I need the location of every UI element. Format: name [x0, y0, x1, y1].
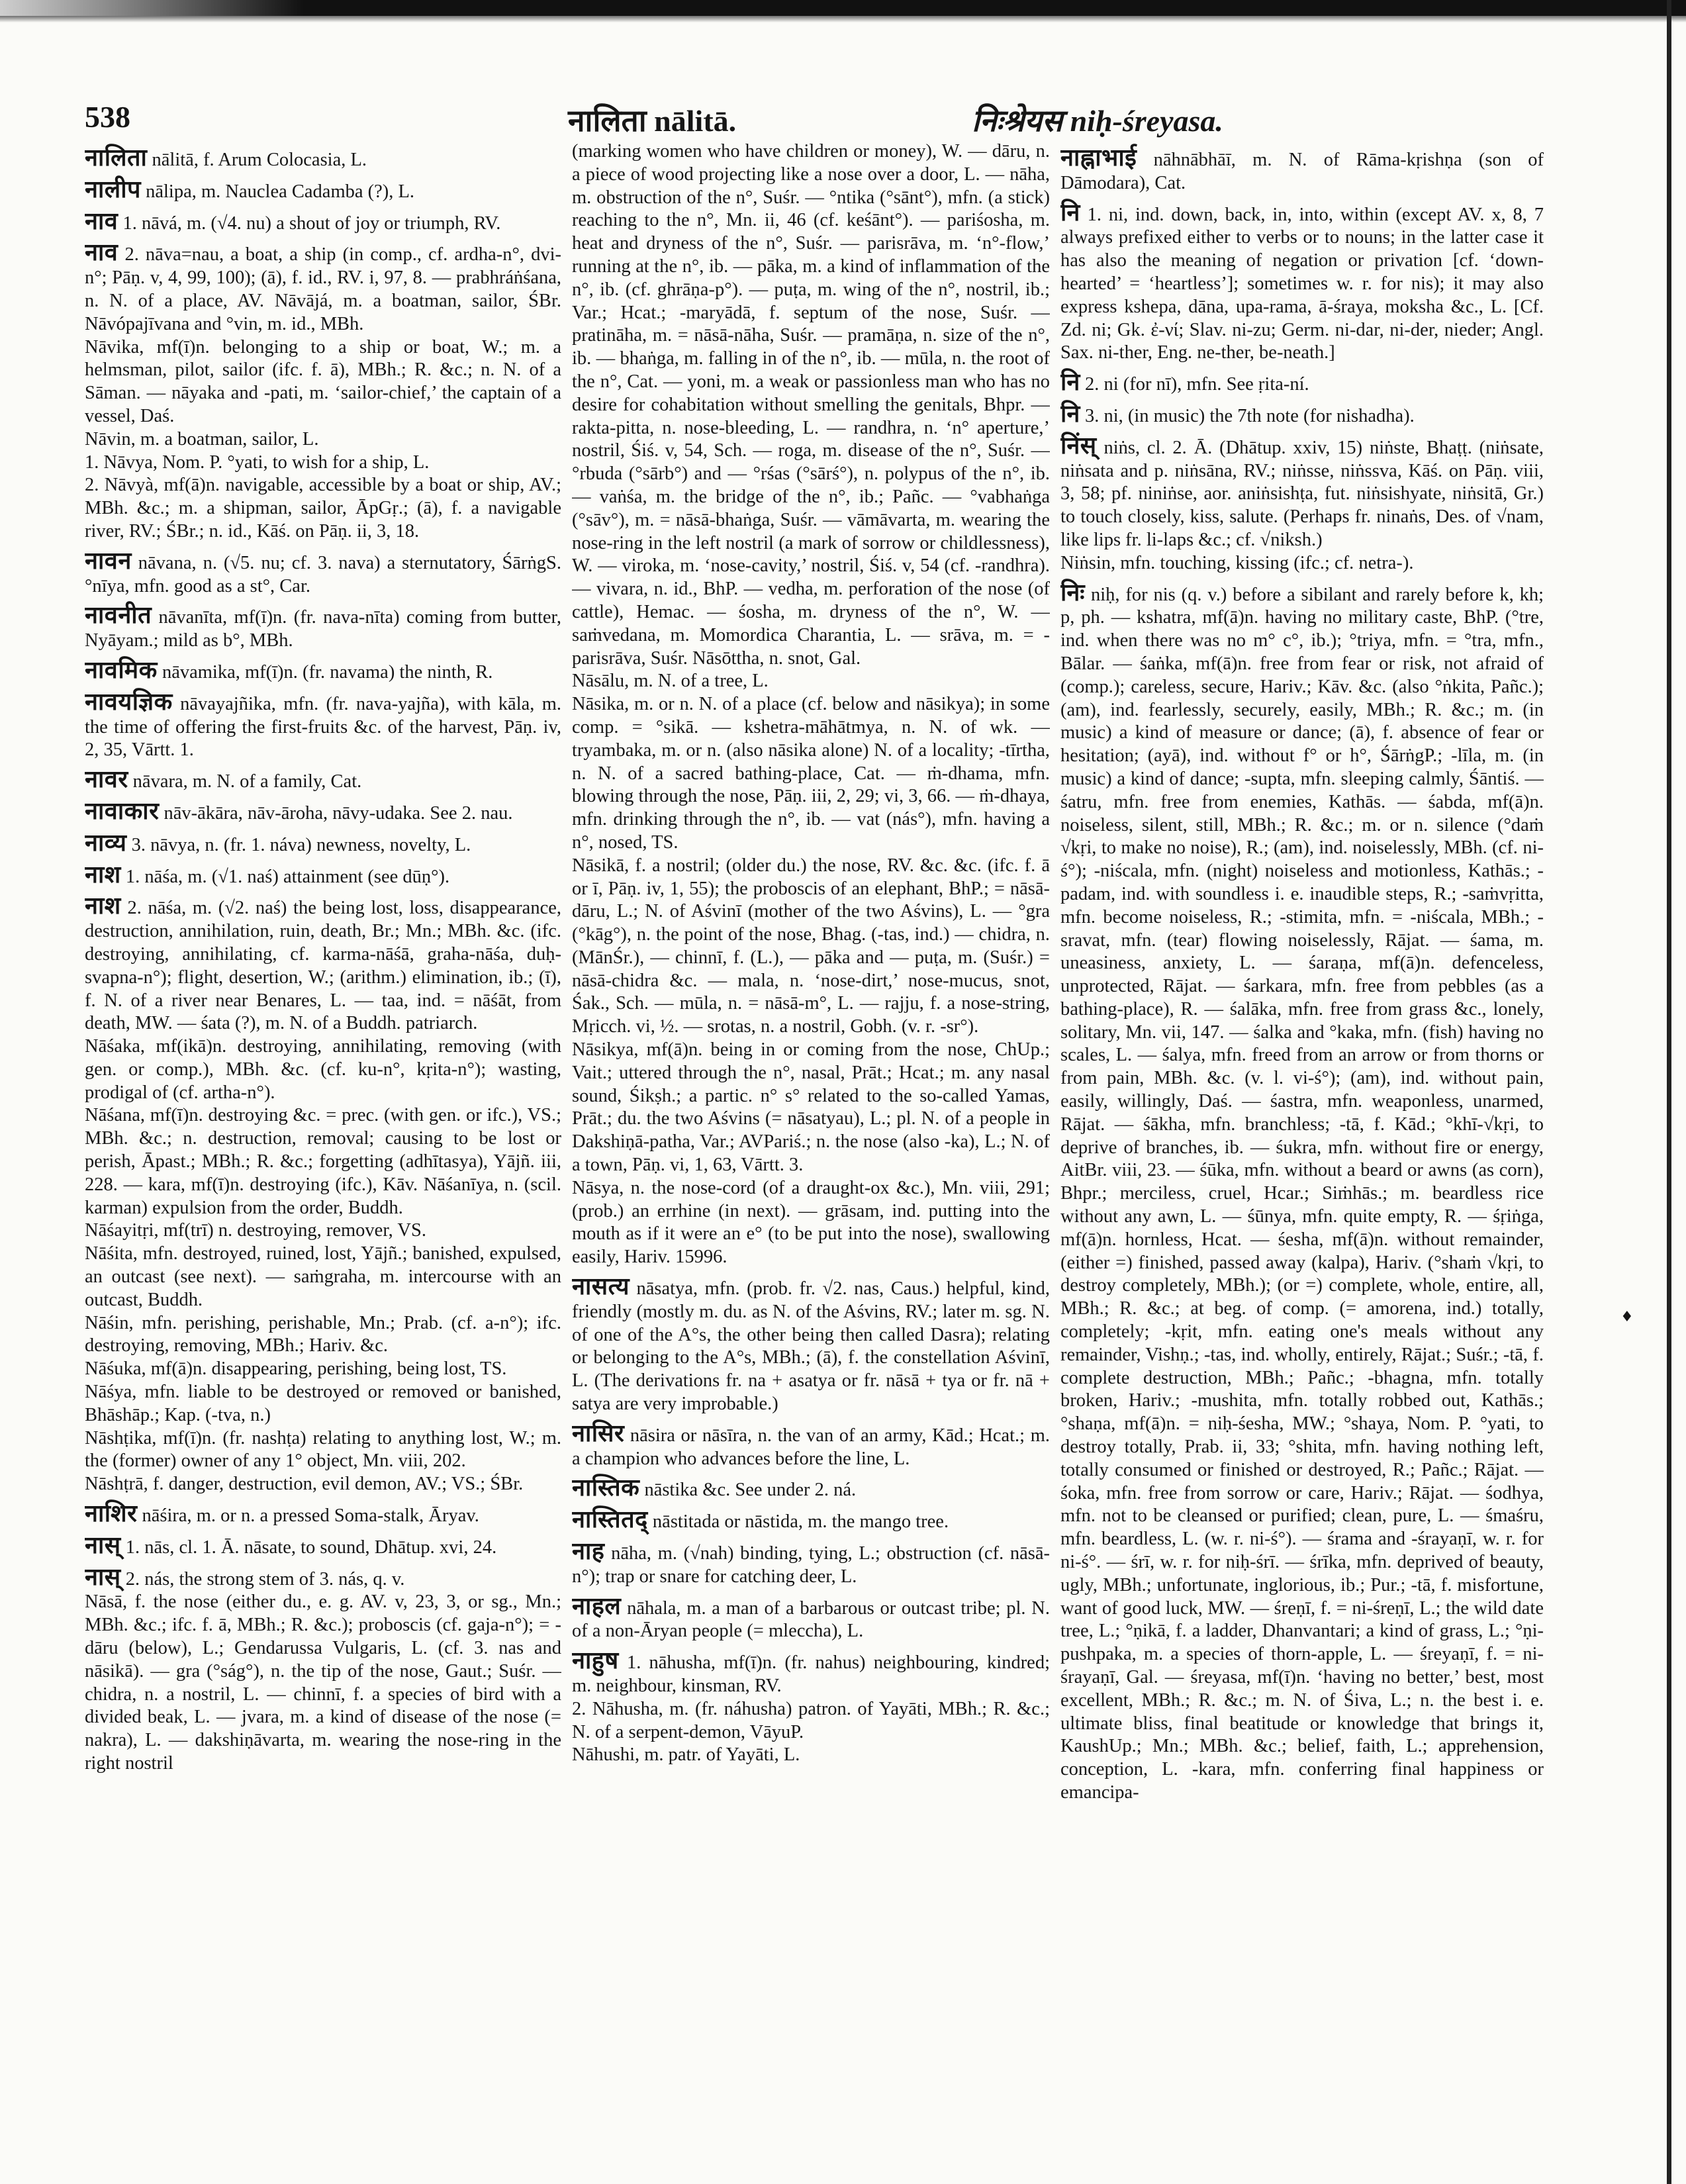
entry-headword: नाव: [85, 207, 118, 234]
dictionary-entry: [572, 670, 1050, 693]
dictionary-entry: [85, 175, 561, 204]
entry-text: Nāśayitṛi, mf(trī) n. destroying, remover, VS.: [85, 1220, 426, 1241]
entry-text: Nāshṭika, mf(ī)n. (fr. nashṭa) relating to anything lost, W.; m. the (former) owner of any 1° object, Mn. viii, 202.: [85, 1427, 561, 1472]
entry-text: nāvayajñika, mfn. (fr. nava-yajña), with kāla, m. the time of offering the first-fruits &c. of the harvest, Pāṇ. iv, 2, 35, Vārtt. 1.: [85, 693, 561, 761]
entry-text: 1. Nāvya, Nom. P. °yati, to wish for a ship, L.: [85, 451, 430, 473]
dictionary-entry: [85, 336, 561, 428]
dictionary-entry: [85, 474, 561, 543]
dictionary-entry: [1060, 371, 1544, 397]
dictionary-entry: [85, 549, 561, 598]
dictionary-entry: [85, 1358, 561, 1381]
entry-text: 2. nás, the strong stem of 3. nás, q. v.: [125, 1568, 405, 1590]
entry-headword: नाह: [572, 1538, 605, 1565]
entry-text: nālipa, m. Nauclea Cadamba (?), L.: [146, 181, 415, 202]
dictionary-entry: [572, 1508, 1050, 1534]
entry-text: Nāsya, n. the nose-cord (of a draught-ox &c.), Mn. viii, 291; (prob.) an errhine (in next). — grāsam, ind. putting into the mouth as if it were an e° (to be put into the nose), swallowing easily, Hariv. 15996.: [572, 1177, 1050, 1268]
entry-text: 2. Nāvyà, mf(ā)n. navigable, accessible by a boat or ship, AV.; MBh. &c.; m. a shipman, sailor, ĀpGṛ.; (ā), f. a navigable river, RV.; ŚBr.; n. id., Kāś. on Pāṇ. ii, 3, 18.: [85, 475, 561, 542]
entry-headword: नास्: [85, 1531, 121, 1558]
dictionary-entry: [1060, 400, 1544, 428]
entry-headword: नावन: [85, 547, 132, 574]
entry-text: 1. nāśa, m. (√1. naś) attainment (see dūṇ°).: [125, 866, 450, 887]
dictionary-entry: [85, 1502, 561, 1528]
entry-headword: नाहुष: [572, 1647, 619, 1674]
entry-headword: नावयज्ञिक: [85, 688, 173, 715]
scan-top-edge: [0, 0, 1686, 16]
entry-headword: नाश: [85, 861, 121, 888]
column-right: [1060, 140, 1544, 2146]
entry-text: Nāsā, f. the nose (either du., e. g. AV. v, 23, 3, or sg., Mn.; MBh. &c.; ifc. f. ā, MBh.; R. &c.); proboscis (cf. gaja-n°); = -dāru (below), L.; Gendarussa Vulgaris, L. (cf. 3. nas and nāsikā). — gra (°ság°), n. the tip of the nose, Gaut.; Suśr. — chidra, n. a nostril, L. — chinnī, f. a species of bird with a divided beak, L. — jvara, m. a kind of disease of the nose (= nakra), L. — dakshiṇāvarta, m. wearing the nose-ring in the right nostril: [85, 1591, 561, 1774]
entry-headword: नि: [1060, 199, 1080, 226]
entry-text: Nāśita, mfn. destroyed, ruined, lost, Yājñ.; banished, expulsed, an outcast (see next). — saṁgraha, m. intercourse with an outcast, Buddh.: [85, 1243, 561, 1310]
entry-text: 2. ni (for nī), mfn. See ṛita-ní.: [1084, 374, 1309, 395]
entry-headword: नाव्य: [85, 829, 127, 856]
dictionary-entry: [85, 894, 561, 1035]
dictionary-entry: [85, 1591, 561, 1775]
entry-text: Nāvika, mf(ī)n. belonging to a ship or boat, W.; m. a helmsman, pilot, sailor (ifc. f. ā), MBh.; R. &c.; n. N. of a Sāman. — nāyaka and -pati, m. ‘sailor-chief,’ the captain of a vessel, Daś.: [85, 336, 561, 426]
dictionary-entry: [1060, 581, 1544, 1805]
dictionary-entry: [1060, 146, 1544, 195]
running-head-left: नालिता nālitā.: [568, 104, 737, 138]
entry-text: Nāvin, m. a boatman, sailor, L.: [85, 428, 319, 450]
dictionary-entry: [572, 693, 1050, 855]
dictionary-entry: [85, 1563, 561, 1591]
dictionary-entry: [572, 1419, 1050, 1471]
column-middle: [572, 140, 1050, 2146]
entry-text: Nāshṭrā, f. danger, destruction, evil demon, AV.; VS.; ŚBr.: [85, 1474, 524, 1495]
dictionary-entry: [85, 428, 561, 451]
entry-text: nāvanīta, mf(ī)n. (fr. nava-nīta) coming from butter, Nyāyam.; mild as b°, MBh.: [85, 607, 561, 651]
entry-text: niḥ, for nis (q. v.) before a sibilant and rarely before k, kh; p, ph. — kshatra, mf(ā)n. having no military caste, BhP. (°tre, ind. when there was no m° c°, ib.); °triya, mfn. = °tra, mfn., Bālar. — śaṅka, mf(ā)n. free from fear or risk, not afraid of (comp.); careless, secure, Hariv.; Kāv. &c. (also °ṅkita, Pañc.); (am), ind. fearlessly, securely, easily, MBh.; R. &c.; m. (in music) a kind of measure or dance; (ā), f. absence of fear or hesitation; (ayā), ind. without f° or h°, ŚārṅgP.; -līla, m. (in music) a kind of dance; -supta, mfn. sleeping calmly, Śāntiś. — śatru, mfn. free from enemies, Kathās. — śabda, mf(ā)n. noiseless, silent, still, MBh.; R. &c.; m. or n. silence (°daṁ √kṛi, to make no noise), R.; (am), ind. noiselessly, MBh. (cf. ni-ś°); -niścala, mfn. (night) noiseless and motionless, Kathās.; -padam, ind. with soundless i. e. inaudible steps, R.; -saṁvṛitta, mfn. become noiseless, R.; -stimita, mfn. = -niścala, MBh.; -sravat, mfn. (tear) flowing noiselessly, Rājat. — śama, m. uneasiness, anxiety, L. — śaraṇa, mf(ā)n. defenceless, unprotected, Rājat. — śarkara, mfn. free from pebbles (as a bathing-place), R. — śalāka, mfn. free from grass &c., lonely, solitary, Mn. vii, 147. — śalka and °kaka, mfn. (fish) having no scales, L. — śalya, mfn. freed from an arrow or from thorns or from pain, MBh. &c. (v. l. vi-ś°); (am), ind. without pain, easily, willingly, Daś. — śastra, mfn. weaponless, unarmed, Rājat. — śākha, mfn. branchless; -tā, f. Kād.; °khī-√kṛi, to deprive of branches, ib. — śukra, mfn. without fire or energy, AitBr. viii, 23. — śūka, mfn. without a beard or awns (as corn), Bhpr.; merciless, cruel, Hcar.; Siṁhās.; m. beardless rice without any awn, L. — śūnya, mfn. quite empty, R. — śṛiṅga, mf(ā)n. hornless, Hcat. — śesha, mf(ā)n. without remainder, (either =) finished, passed away (kalpa), Hariv. (°shaṁ √kṛi, to destroy completely, MBh.); (or =) complete, whole, entire, all, MBh.; R. &c.; at beg. of comp. (= amorena, ind.) totally, completely; -kṛit, mfn. eating one's meals without any remainder, Vishṇ.; -tas, ind. wholly, entirely, Rājat.; Suśr.; -tā, f. complete destruction, MBh.; Pañc.; -bhagna, mfn. totally broken, Hariv.; -mushita, mfn. totally robbed out, Kathās.; °shaṇa, mf(ā)n. = niḥ-śesha, MW.; °shaya, Nom. P. °yati, to destroy totally, Prab. ii, 33; °shita, mfn. having nothing left, totally consumed or finished or destroyed, R.; Pañc.; Rājat. — śoka, mfn. free from sorrow or care, Hariv.; Rājat. — śodhya, mfn. not to be cleansed or purified; clean, pure, L. — śmaśru, mfn. beardless, L. (w. r. ni-ś°). — śrama and -śrayaṇī, w. r. for ni-ś°. — śrī, w. r. for niḥ-śrī. — śrīka, mfn. deprived of beauty, ugly, MBh.; unfortunate, inglorious, ib.; Pur.; -tā, f. misfortune, want of good luck, MW. — śreṇī, f. = ni-śreṇī, L.; the wild date tree, L.; °ṇikā, f. a ladder, Dhanvantari; a kind of grass, L.; °ṇi-pushpaka, m. a species of thorn-apple, L. — śreyaṇī, f. = ni-śrayaṇī, Gal. — śreyasa, mf(ī)n. ‘having no better,’ best, most excellent, MBh.; R. &c.; m. N. of Śiva, L.; n. the best i. e. ultimate bliss, final beatitude or knowledge that brings it, KaushUp.; Mn.; MBh. &c.; belief, faith, L.; apprehension, conception, L. -kara, mfn. conferring final happiness or emancipa-: [1060, 584, 1544, 1803]
entry-headword: निः: [1060, 579, 1086, 606]
scan-right-edge: [1667, 0, 1671, 2184]
entry-text: nāsira or nāsīra, n. the van of an army, Kād.; Hcat.; m. a champion who advances before the line, L.: [572, 1425, 1050, 1469]
entry-text: nāhnābhāī, m. N. of Rāma-kṛishṇa (son of Dāmodara), Cat.: [1060, 150, 1544, 193]
entry-text: nāśira, m. or n. a pressed Soma-stalk, Āryav.: [142, 1505, 479, 1527]
dictionary-entry: [572, 1592, 1050, 1644]
scan-top-shadow: [0, 16, 1686, 23]
dictionary-entry: [85, 1312, 561, 1358]
entry-headword: नावाकार: [85, 797, 160, 824]
entry-text: 1. ni, ind. down, back, in, into, within (except AV. x, 8, 7 always prefixed either to verbs or to nouns; in the latter case it has also the meaning of negation or privation [cf. ‘down-hearted’ = ‘heartless’]; sometimes w. r. for nis); it may also express kshepa, dāna, upa-rama, ā-śraya, moksha &c., L. [Cf. Zd. ni; Gk. ἐ-νί; Slav. ni-zu; Germ. ni-dar, ni-der, nieder; Angl. Sax. ni-ther, Eng. ne-ther, be-neath.]: [1060, 204, 1544, 363]
entry-headword: निंस्: [1060, 432, 1097, 459]
column-left: [85, 140, 561, 2146]
entry-text: nāvana, n. (√5. nu; cf. 3. nava) a sternutatory, ŚārṅgS. °nīya, mfn. good as a st°, Car.: [85, 552, 561, 596]
entry-text: 3. nāvya, n. (fr. 1. náva) newness, novelty, L.: [131, 834, 471, 855]
running-head-right: निःश्रेयस niḥ-śreyasa.: [972, 104, 1223, 138]
dictionary-entry: [1060, 552, 1544, 575]
entry-headword: नाशिर: [85, 1500, 138, 1527]
entry-text: nālitā, f. Arum Colocasia, L.: [152, 150, 367, 170]
entry-text: Nāsikā, f. a nostril; (older du.) the nose, RV. &c. &c. (ifc. f. ā or ī, Pāṇ. iv, 1, 55); the proboscis of an elephant, BhP.; = nāsā-dāru, L.; N. of Aśvinī (mother of the two Aśvins), L. — °gra (°kāg°), n. the point of the nose, Bhag. (-tas, ind.) — chidra, n. (MānŚr.), — chinnī, f. (L.), — pāka and — puṭa, m. (Suśr.) = nāsā-chidra &c. — mala, n. ‘nose-dirt,’ nose-mucus, snot, Śak., Sch. — mūla, n. = nāsā-m°, L. — rajju, f. a nose-string, Mṛicch. vi, ½. — srotas, n. a nostril, Gobh. (v. r. -sr°).: [572, 855, 1050, 1037]
entry-headword: नास्तितद्: [572, 1506, 648, 1533]
entry-text: Nāsālu, m. N. of a tree, L.: [572, 671, 769, 692]
dictionary-entry: [1060, 434, 1544, 552]
entry-text: 3. ni, (in music) the 7th note (for nishadha).: [1084, 405, 1415, 426]
entry-text: Nāśuka, mf(ā)n. disappearing, perishing, being lost, TS.: [85, 1358, 507, 1380]
dictionary-entry: [85, 1035, 561, 1104]
entry-headword: नि: [1060, 400, 1080, 427]
entry-headword: नाह्नाभाई: [1060, 144, 1137, 171]
entry-text: 2. nāśa, m. (√2. naś) the being lost, loss, disappearance, destruction, annihilation, ruin, death, Br.; Mn.; MBh. &c. (ifc. destroying, annihilating, cf. karma-nāśā, graha-nāśa, duḥ-svapna-n°); flight, desertion, W.; (arithm.) elimination, ib.; (ī), f. N. of a river near Benares, L. — taa, ind. = nāśāt, from death, MW. — śata (?), m. N. of a Buddh. patriarch.: [85, 898, 561, 1034]
page-header: [85, 99, 1627, 139]
dictionary-entry: [572, 1540, 1050, 1589]
dictionary-entry: [85, 1219, 561, 1243]
entry-text: Nāśya, mfn. liable to be destroyed or removed or banished, Bhāshāp.; Kap. (-tva, n.): [85, 1382, 561, 1425]
entry-text: Nāśin, mfn. perishing, perishable, Mn.; Prab. (cf. a-n°); ifc. destroying, removing, MBh.; Hariv. &c.: [85, 1312, 561, 1356]
entry-headword: नाश: [85, 892, 121, 920]
entry-headword: नासिर: [572, 1419, 625, 1447]
entry-headword: नास्तिक: [572, 1474, 640, 1501]
entry-text: nāsatya, mfn. (prob. fr. √2. nas, Caus.) helpful, kind, friendly (mostly m. du. as N. of the Aśvins, RV.; later m. sg. N. of one of the A°s, the other being then called Dasra); relating or belonging to the A°s, MBh.; (ā), f. the constellation Aśvinī, L. (The derivations fr. na + asatya or fr. nāsā + tya or fr. nā + satya are very improbable.): [572, 1278, 1050, 1415]
entry-text: 1. nāhusha, mf(ī)n. (fr. nahus) neighbouring, kindred; m. neighbour, kinsman, RV.: [572, 1652, 1050, 1696]
entry-text: Nāsika, m. or n. N. of a place (cf. below and nāsikya); in some comp. = °sikā. — kshetra-māhātmya, n. N. of wk. — tryambaka, m. or n. (also nāsika alone) N. of a locality; -tīrtha, n. N. of a sacred bathing-place, Cat. — ṁ-dhama, mfn. blowing through the nose, Pāṇ. iii, 2, 29; vi, 3, 66. — ṁ-dhaya, mfn. drinking through the n°, ib. — vat (nás°), mfn. having a n°, nosed, TS.: [572, 694, 1050, 853]
dictionary-entry: [85, 1473, 561, 1496]
dictionary-entry: [572, 140, 1050, 670]
entry-headword: नाहल: [572, 1592, 622, 1619]
entry-text: nāv-ākāra, nāv-āroha, nāvy-udaka. See 2. nau.: [164, 802, 513, 824]
dictionary-entry: [572, 1649, 1050, 1698]
dictionary-entry: [85, 1381, 561, 1427]
entry-text: nāvara, m. N. of a family, Cat.: [132, 771, 362, 792]
dictionary-entry: [572, 1744, 1050, 1767]
dictionary-entry: [85, 1531, 561, 1560]
entry-text: nāstitada or nāstida, m. the mango tree.: [652, 1511, 949, 1533]
entry-text: Nāśaka, mf(ikā)n. destroying, annihilating, removing (with gen. or comp.), MBh. &c. (cf. ku-n°, kṛita-n°); wasting, prodigal of (cf. artha-n°).: [85, 1036, 561, 1103]
entry-text: 1. nāvá, m. (√4. nu) a shout of joy or triumph, RV.: [122, 213, 501, 234]
entry-headword: नालीप: [85, 175, 141, 203]
entry-text: 1. nās, cl. 1. Ā. nāsate, to sound, Dhātup. xvi, 24.: [125, 1537, 497, 1558]
dictionary-entry: [85, 207, 561, 236]
dictionary-entry: [85, 831, 561, 857]
page-number: 538: [85, 100, 130, 134]
entry-text: (marking women who have children or money), W. — dāru, n. a piece of wood projecting like a nose over a door, L. — nāha, m. obstruction of the n°, Suśr. — °ntika (°sānt°), mfn. (a stick) reaching to the n°, Mn. ii, 46 (cf. keśānt°). — pariśosha, m. heat and dryness of the n°, Suśr. — parisrāva, m. ‘n°-flow,’ running at the n°, ib. — pāka, m. a kind of inflammation of the n°, ib. (cf. ghrāṇa-p°). — puṭa, m. wing of the n°, nostril, ib.; Var.; Hcat.; -maryādā, f. septum of the nose, Suśr. — pratināha, m. = nāsā-nāha, Suśr. — pramāṇa, n. size of the n°, ib. — bhaṅga, m. falling in of the n°, ib. — mūla, n. the root of the n°, Cat. — yoni, m. a weak or passionless man who has no desire for cohabitation without smelling the genitals, Bhpr. — rakta-pitta, n. nose-bleeding, L. — randhra, n. ‘n° aperture,’ nostril, Śiś. v, 54, Sch. — roga, m. disease of the n°, Suśr. — °rbuda (°sārb°) and — °rśas (°sārś°), n. polypus of the n°, ib. — vaṅśa, m. the bridge of the n°, ib.; Pañc. — °vabhaṅga (°sāv°), m. = nāsā-bhaṅga, Suśr. — vāmāvarta, m. wearing the nose-ring in the left nostril (a mark of sorrow or childlessness), W. — viroka, m. ‘nose-cavity,’ nostril, Śiś. v, 54 (cf. -randhra). — vivara, n. id., BhP. — vedha, m. perforation of the nose (of cattle), Hemac. — śosha, m. dryness of the n°, W. — saṁvedana, m. Momordica Charantia, L. — srāva, m. = -parisrāva, Suśr. Nāsōttha, n. snot, Gal.: [572, 141, 1050, 669]
entry-headword: नाव: [85, 239, 118, 266]
entry-text: Niṅsin, mfn. touching, kissing (ifc.; cf. netra-).: [1060, 552, 1414, 573]
dictionary-entry: [1060, 201, 1544, 365]
entry-headword: नावमिक: [85, 656, 158, 683]
dictionary-entry: [572, 1177, 1050, 1269]
dictionary-entry: [85, 863, 561, 889]
dictionary-entry: [85, 146, 561, 172]
dictionary-entry: [85, 690, 561, 762]
dictionary-entry: [85, 797, 561, 826]
margin-mark: ♦: [1620, 1309, 1634, 1325]
entry-text: niṅs, cl. 2. Ā. (Dhātup. xxiv, 15) niṅste, Bhaṭṭ. (niṅsate, niṅsata and p. niṅsāna, RV.; niṅsse, niṅssva, Kāś. on Pāṇ. viii, 3, 58; pf. niniṅse, aor. aniṅsishṭa, fut. niṅsishyate, niṅsitā, Gr.) to touch closely, kiss, salute. (Perhaps fr. ninaṅs, Des. of √nam, like lips fr. li-laps &c.; cf. √niksh.): [1060, 437, 1544, 550]
entry-text: nāstika &c. See under 2. ná.: [644, 1480, 857, 1501]
entry-text: Nāhushi, m. patr. of Yayāti, L.: [572, 1744, 800, 1766]
entry-headword: नि: [1060, 369, 1080, 396]
dictionary-entry: [572, 1698, 1050, 1744]
entry-text: 2. Nāhusha, m. (fr. náhusha) patron. of Yayāti, MBh.; R. &c.; N. of a serpent-demon, VāyuP.: [572, 1698, 1050, 1742]
dictionary-entry: [572, 855, 1050, 1039]
entry-text: Nāsikya, mf(ā)n. being in or coming from the nose, ChUp.; Vait.; uttered through the n°, nasal, Prāt.; Hcat.; m. any nasal sound, Śikṣh.; a partic. n° s° related to the so-called Yamas, Prāt.; du. the two Aśvins (= nāsatyau), L.; pl. N. of a people in Dakshiṇā-patha, Var.; AVPariś.; n. the nose (also -ka), L.; N. of a town, Pāṇ. vi, 1, 63, Vārtt. 3.: [572, 1039, 1050, 1176]
entry-text: nāha, m. (√nah) binding, tying, L.; obstruction (cf. nāsā-n°); trap or snare for catching deer, L.: [572, 1543, 1050, 1587]
entry-text: 2. nāva=nau, a boat, a ship (in comp., cf. ardha-n°, dvi-n°; Pāṇ. v, 4, 99, 100); (ā), f. id., RV. i, 97, 8. — prabhráṅśana, n. N. of a place, AV. Nāvājá, m. a boatman, sailor, ŚBr. Nāvópajīvana and °vin, m. id., MBh.: [85, 244, 561, 334]
entry-headword: नालिता: [85, 144, 148, 171]
entry-text: Nāśana, mf(ī)n. destroying &c. = prec. (with gen. or ifc.), VS.; MBh. &c.; n. destruction, removal; causing to be lost or perish, Āpast.; MBh.; R. &c.; forgetting (adhītasya), Yājñ. iii, 228. — kara, mf(ī)n. destroying (ifc.), Kāv. Nāśanīya, n. (scil. karman) expulsion from the order, Buddh.: [85, 1105, 561, 1218]
dictionary-entry: [85, 768, 561, 794]
dictionary-entry: [85, 1104, 561, 1219]
dictionary-entry: [85, 451, 561, 475]
entry-headword: नास्: [85, 1563, 121, 1590]
dictionary-entry: [85, 1243, 561, 1311]
dictionary-entry: [85, 1427, 561, 1474]
dictionary-entry: [85, 656, 561, 685]
entry-headword: नासत्य: [572, 1273, 630, 1300]
entry-headword: नावर: [85, 766, 128, 793]
dictionary-entry: [572, 1275, 1050, 1416]
dictionary-entry: [572, 1476, 1050, 1502]
dictionary-entry: [85, 241, 561, 336]
entry-text: nāvamika, mf(ī)n. (fr. navama) the ninth, R.: [162, 661, 493, 683]
dictionary-entry: [85, 604, 561, 653]
entry-text: nāhala, m. a man of a barbarous or outcast tribe; pl. N. of a non-Āryan people (= mleccha), L.: [572, 1597, 1050, 1642]
dictionary-entry: [572, 1039, 1050, 1177]
entry-headword: नावनीत: [85, 602, 152, 629]
